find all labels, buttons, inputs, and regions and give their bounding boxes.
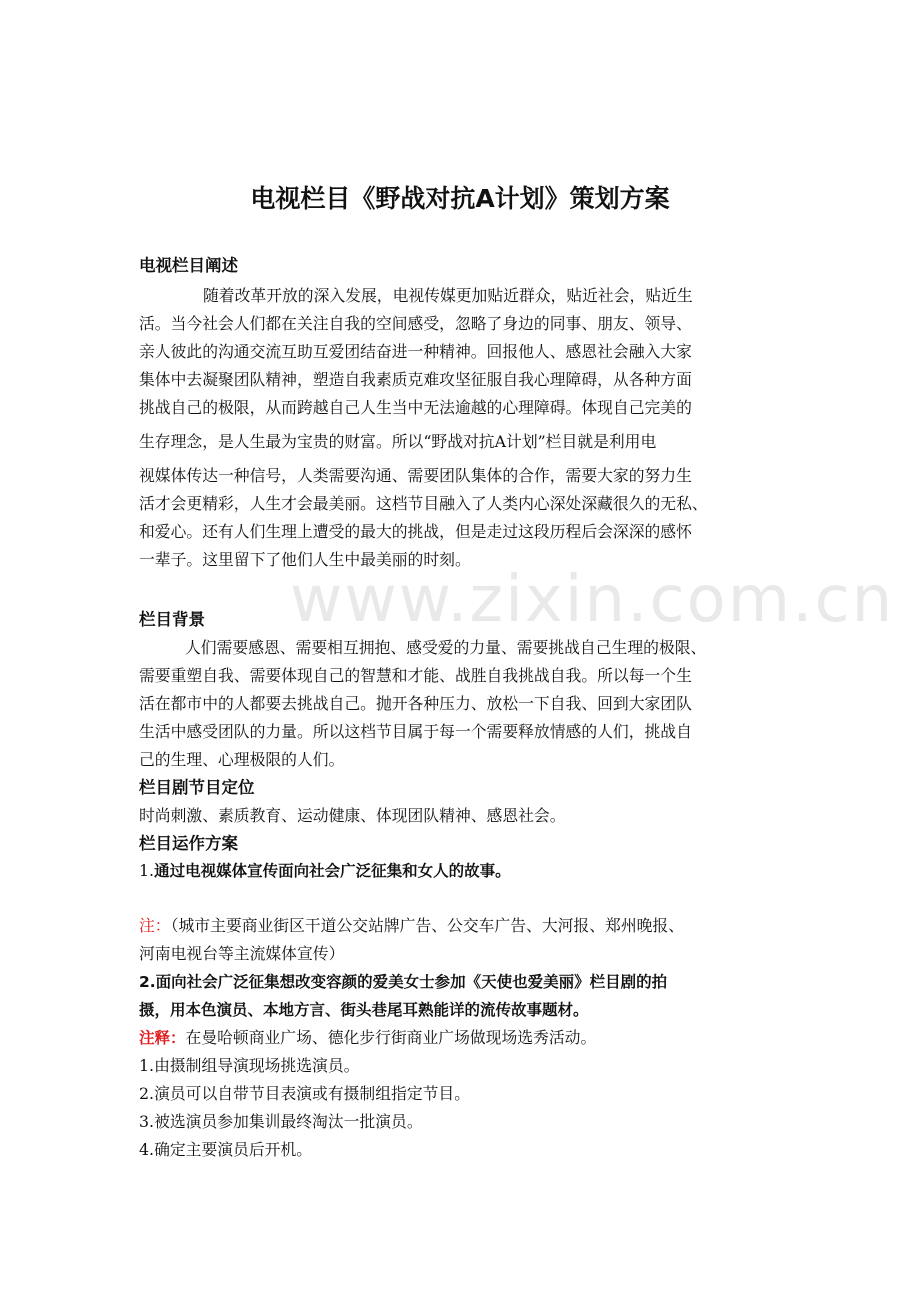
paragraph-line: 亲人彼此的沟通交流互助互爱团结奋进一种精神。回报他人、感恩社会融入大家 [139,342,692,361]
item-text: 通过电视媒体宣传面向社会广泛征集和女人的故事。 [154,862,511,880]
operation-item-1 [139,857,799,885]
note-1-continued: 河南电视台等主流媒体宣传） [139,944,345,963]
note-label: 注： [139,916,171,935]
note-text: 在曼哈顿商业广场、德化步行街商业广场做现场选秀活动。 [185,1028,597,1047]
paragraph-line: 视媒体传达一种信号，人类需要沟通、需要团队集体的合作，需要大家的努力生 [139,466,692,485]
watermark: www.zixin.com.cn [290,563,895,637]
item-number: 1. [139,861,155,880]
page-title: 电视栏目《野战对抗A计划》策划方案 [250,184,670,213]
note-label: 注释： [139,1029,186,1047]
paragraph-line: 和爱心。还有人们生理上遭受的最大的挑战，但是走过这段历程后会深深的感怀 [139,522,692,541]
note-2 [139,1024,799,1052]
paragraph-line: 需要重塑自我、需要体现自己的智慧和才能、战胜自我挑战自我。所以每一个生 [139,666,692,685]
paragraph-line: 挑战自己的极限，从而跨越自己人生当中无法逾越的心理障碍。体现自己完美的 [139,398,692,417]
paragraph-line: 人们需要感恩、需要相互拥抱、感受爱的力量、需要挑战自己生理的极限、 [185,638,707,657]
paragraph-line: 集体中去凝聚团队精神，塑造自我素质克难攻坚征服自我心理障碍，从各种方面 [139,370,692,389]
paragraph-line: 生活中感受团队的力量。所以这档节目属于每一个需要释放情感的人们，挑战自 [139,722,692,741]
step-item: 3.被选演员参加集训最终淘汰一批演员。 [139,1112,423,1131]
paragraph-line: 一辈子。这里留下了他们人生中最美丽的时刻。 [139,550,471,569]
section-heading-positioning: 栏目剧节目定位 [139,778,255,797]
operation-item-2-continued: 摄，用本色演员、本地方言、街头巷尾耳熟能详的流传故事题材。 [139,1001,589,1019]
section-heading-background: 栏目背景 [139,610,205,629]
paragraph-line: 生存理念，是人生最为宝贵的财富。所以“野战对抗A计划”栏目就是利用电 [139,432,657,451]
paragraph-line: 活在都市中的人都要去挑战自己。抛开各种压力、放松一下自我、回到大家团队 [139,694,692,713]
step-item: 2.演员可以自带节目表演或有摄制组指定节目。 [139,1084,471,1103]
operation-item-2: 2.面向社会广泛征集想改变容颜的爱美女士参加《天使也爱美丽》栏目剧的拍 [139,973,668,991]
step-item: 4.确定主要演员后开机。 [139,1140,313,1159]
paragraph-line: 时尚刺激、素质教育、运动健康、体现团队精神、感恩社会。 [139,806,566,825]
step-item: 1.由摄制组导演现场挑选演员。 [139,1056,360,1075]
paragraph-line: 随着改革开放的深入发展，电视传媒更加贴近群众，贴近社会，贴近生 [203,286,693,305]
note-text: （城市主要商业街区干道公交站牌广告、公交车广告、大河报、郑州晚报、 [170,916,685,935]
paragraph-line: 己的生理、心理极限的人们。 [139,750,345,769]
paragraph-line: 活才会更精彩，人生才会最美丽。这档节目融入了人类内心深处深藏很久的无私、 [139,494,708,513]
paragraph-line: 活。当今社会人们都在关注自我的空间感受，忽略了身边的同事、朋友、领导、 [139,314,692,333]
section-heading-operation: 栏目运作方案 [139,834,238,853]
note-1 [139,912,799,940]
section-heading-overview: 电视栏目阐述 [139,256,238,275]
